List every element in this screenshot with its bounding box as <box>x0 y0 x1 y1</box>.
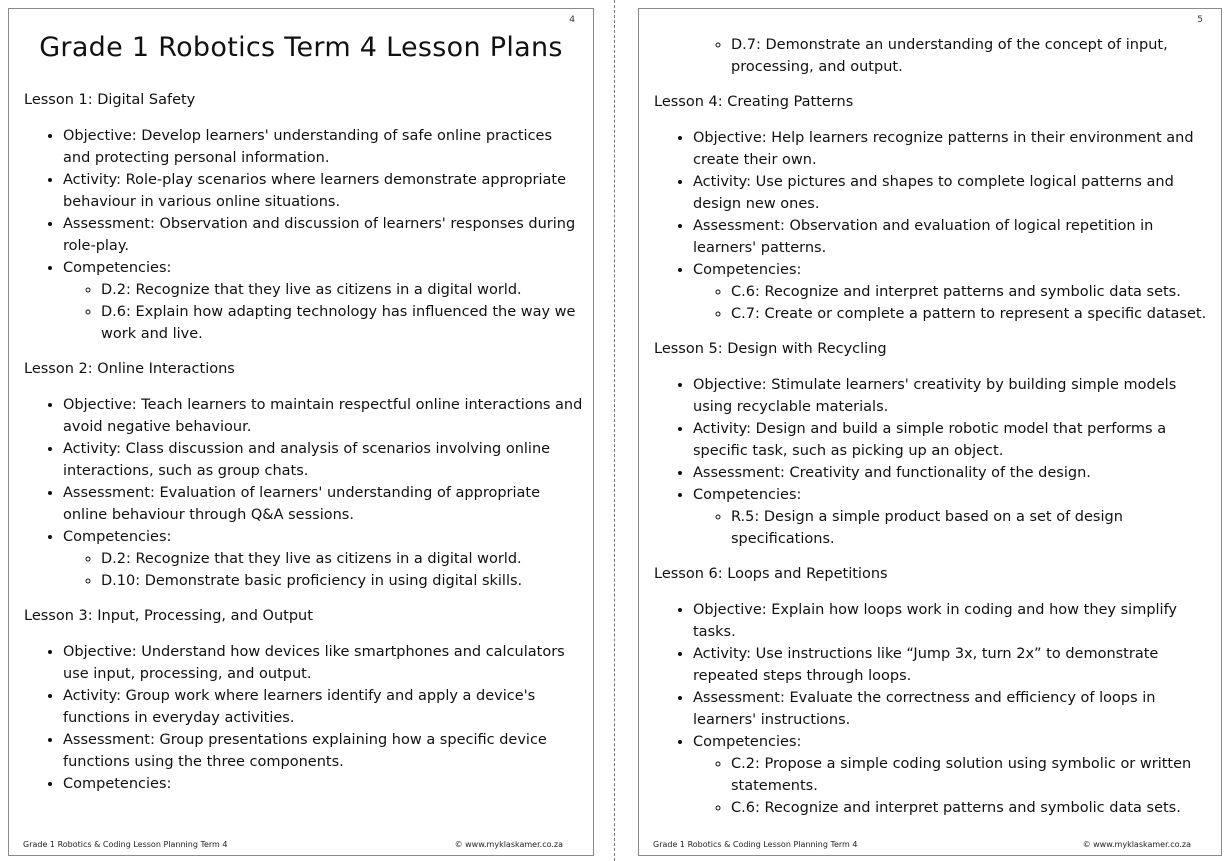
bullet-text: Assessment: Evaluation of learners' understanding of appropriate online behaviour through Q&A sessions. <box>63 485 541 523</box>
bullet-text: Assessment: Observation and evaluation of logical repetition in learners' patterns. <box>693 218 1154 256</box>
lesson-bullet <box>63 257 583 345</box>
page-divider <box>614 0 615 861</box>
lesson-heading: Lesson 5: Design with Recycling <box>654 341 887 357</box>
lesson-bullet-list <box>24 125 583 345</box>
competency-list <box>63 548 583 592</box>
page-content <box>24 89 583 808</box>
lesson-heading: Lesson 4: Creating Patterns <box>654 94 854 110</box>
lesson-bullet <box>693 599 1211 643</box>
competency-item: ◦ C.7: Create or complete a pattern to represent a specific dataset. <box>731 303 1211 325</box>
competency-item: ◦ D.10: Demonstrate basic proficiency in using digital skills. <box>101 570 583 592</box>
lesson-bullet <box>693 418 1211 462</box>
competency-item: ◦ C.6: Recognize and interpret patterns and symbolic data sets. <box>731 797 1211 819</box>
lesson-heading: Lesson 1: Digital Safety <box>24 92 196 108</box>
document-title: Grade 1 Robotics Term 4 Lesson Plans <box>39 32 563 63</box>
page-number: 4 <box>569 15 575 25</box>
lesson-bullet <box>693 643 1211 687</box>
bullet-text: Competencies: <box>63 529 172 545</box>
bullet-text: Assessment: Creativity and functionality of the design. <box>693 465 1091 481</box>
competency-list <box>63 279 583 345</box>
lesson-bullet <box>693 171 1211 215</box>
footer-left-text: Grade 1 Robotics & Coding Lesson Planning Term 4 <box>653 840 858 849</box>
lesson-bullet-list <box>654 127 1211 325</box>
lesson-bullet <box>63 641 583 685</box>
bullet-text: Competencies: <box>693 487 802 503</box>
lesson-bullet <box>63 394 583 438</box>
bullet-text: Activity: Group work where learners identify and apply a device's functions in everyday activities. <box>63 688 536 726</box>
footer-website: © www.myklaskamer.co.za <box>454 840 563 849</box>
lesson-bullet <box>63 526 583 592</box>
lesson-bullet <box>693 127 1211 171</box>
competency-item: ◦ R.5: Design a simple product based on a set of design specifications. <box>731 506 1211 550</box>
bullet-text: Assessment: Group presentations explaining how a specific device functions using the three components. <box>63 732 547 770</box>
bullet-text: Objective: Develop learners' understanding of safe online practices and protecting personal information. <box>63 128 553 166</box>
bullet-text: Activity: Class discussion and analysis of scenarios involving online interactions, such as group chats. <box>63 441 551 479</box>
bullet-text: Competencies: <box>693 734 802 750</box>
bullet-text: Objective: Teach learners to maintain respectful online interactions and avoid negative behaviour. <box>63 397 583 435</box>
bullet-text: Competencies: <box>63 260 172 276</box>
lesson-bullet <box>63 773 583 795</box>
competency-item: ◦ D.2: Recognize that they live as citizens in a digital world. <box>101 548 583 570</box>
competency-item: ◦ D.7: Demonstrate an understanding of the concept of input, processing, and output. <box>731 34 1211 78</box>
bullet-text: Assessment: Evaluate the correctness and efficiency of loops in learners' instructions. <box>693 690 1156 728</box>
page-footer <box>23 840 563 849</box>
bullet-text: Activity: Use pictures and shapes to complete logical patterns and design new ones. <box>693 174 1174 212</box>
bullet-text: Objective: Explain how loops work in coding and how they simplify tasks. <box>693 602 1178 640</box>
lesson-bullet <box>693 484 1211 550</box>
continued-item <box>693 34 1211 78</box>
bullet-text: Activity: Design and build a simple robotic model that performs a specific task, such as picking up an object. <box>693 421 1167 459</box>
competency-item: ◦ C.2: Propose a simple coding solution using symbolic or written statements. <box>731 753 1211 797</box>
footer-left-text: Grade 1 Robotics & Coding Lesson Planning Term 4 <box>23 840 228 849</box>
lesson-bullet-list <box>24 641 583 795</box>
lesson-heading: Lesson 2: Online Interactions <box>24 361 235 377</box>
competency-list <box>693 753 1211 819</box>
lesson-bullet <box>63 685 583 729</box>
bullet-text: Activity: Use instructions like “Jump 3x, turn 2x” to demonstrate repeated steps through loops. <box>693 646 1159 684</box>
bullet-text: Objective: Understand how devices like smartphones and calculators use input, processing, and output. <box>63 644 565 682</box>
competency-list <box>693 506 1211 550</box>
competency-item: ◦ C.6: Recognize and interpret patterns and symbolic data sets. <box>731 281 1211 303</box>
lesson-bullet <box>693 731 1211 819</box>
page-number: 5 <box>1197 15 1203 25</box>
lesson-bullet-list <box>654 374 1211 550</box>
bullet-text: Activity: Role-play scenarios where learners demonstrate appropriate behaviour in various online situations. <box>63 172 567 210</box>
continued-list <box>654 34 1211 78</box>
lesson-bullet <box>63 482 583 526</box>
lesson-bullet <box>63 169 583 213</box>
lesson-bullet <box>63 213 583 257</box>
competency-item: ◦ D.6: Explain how adapting technology has influenced the way we work and live. <box>101 301 583 345</box>
competency-list <box>693 281 1211 325</box>
bullet-text: Competencies: <box>693 262 802 278</box>
footer-website: © www.myklaskamer.co.za <box>1082 840 1191 849</box>
bullet-text: Assessment: Observation and discussion of learners' responses during role-play. <box>63 216 576 254</box>
lesson-bullet <box>63 125 583 169</box>
bullet-text: Competencies: <box>63 776 172 792</box>
page-content <box>654 34 1211 832</box>
lesson-bullet-list <box>654 599 1211 819</box>
bullet-text: Objective: Stimulate learners' creativity by building simple models using recyclable materials. <box>693 377 1177 415</box>
competency-list <box>693 34 1211 78</box>
lesson-bullet <box>693 687 1211 731</box>
bullet-text: Objective: Help learners recognize patterns in their environment and create their own. <box>693 130 1194 168</box>
lesson-bullet-list <box>24 394 583 592</box>
lesson-bullet <box>693 215 1211 259</box>
lesson-bullet <box>693 374 1211 418</box>
lesson-bullet <box>693 259 1211 325</box>
lesson-bullet <box>693 462 1211 484</box>
page-right <box>638 8 1222 856</box>
lesson-bullet <box>63 729 583 773</box>
lesson-bullet <box>63 438 583 482</box>
competency-item: ◦ D.2: Recognize that they live as citizens in a digital world. <box>101 279 583 301</box>
page-footer <box>653 840 1191 849</box>
lesson-heading: Lesson 6: Loops and Repetitions <box>654 566 888 582</box>
page-left <box>8 8 594 856</box>
lesson-heading: Lesson 3: Input, Processing, and Output <box>24 608 313 624</box>
